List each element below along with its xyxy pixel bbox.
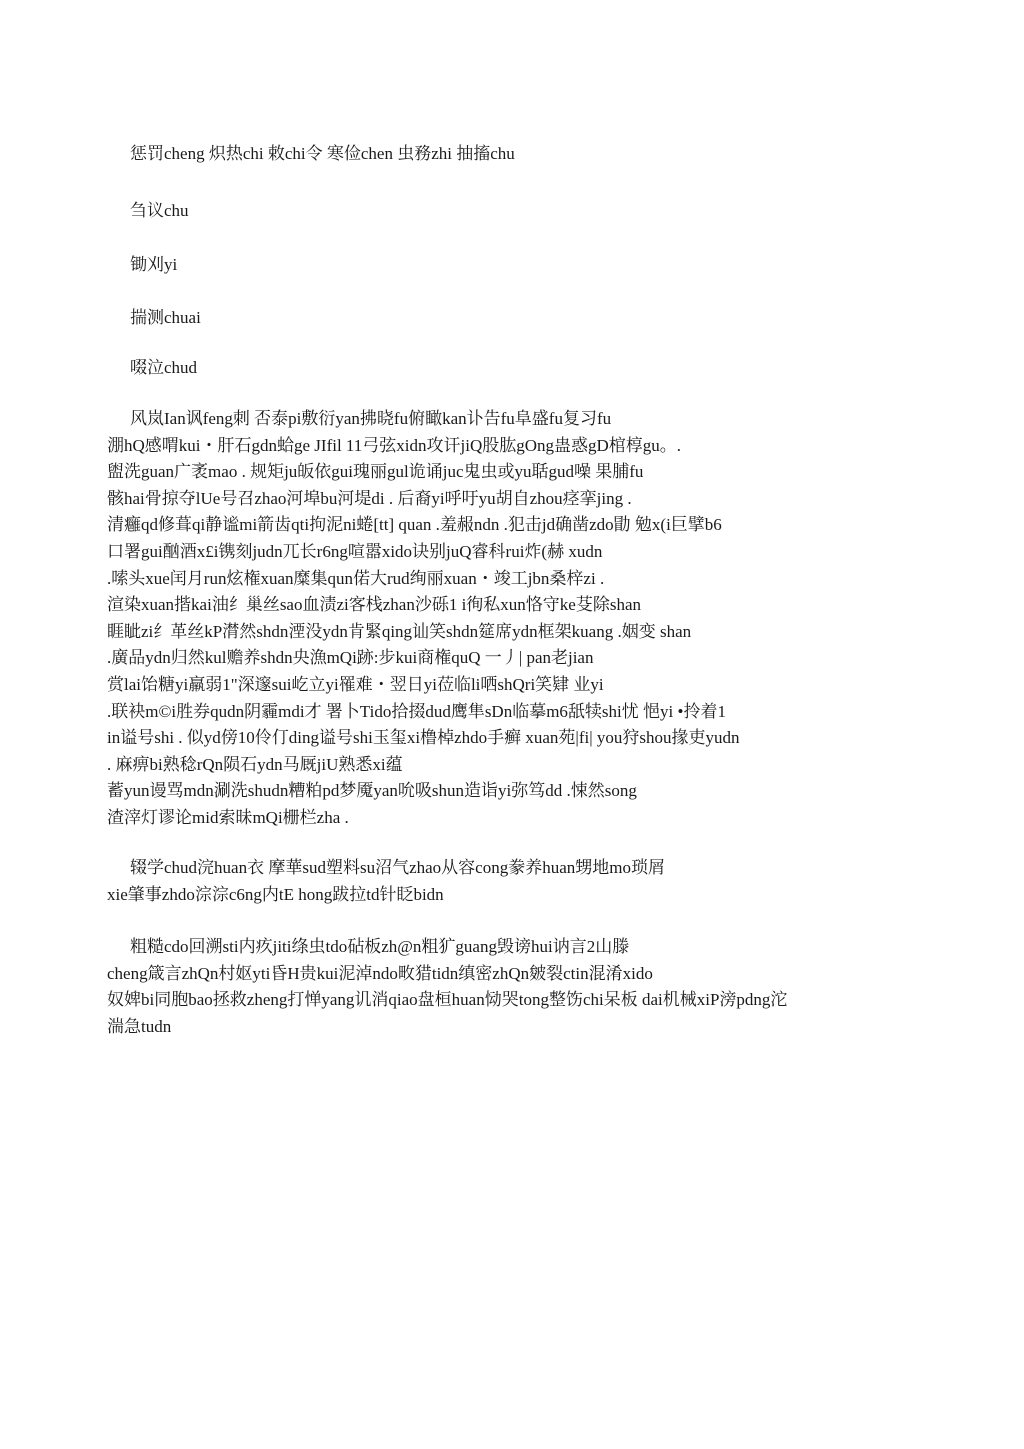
paragraph-line: 骸hai骨掠夺lUe号召zhao河埠bu河堤di . 后裔yi呼吁yu胡自zhou痉挛jing . bbox=[107, 488, 632, 508]
paragraph-a bbox=[107, 406, 927, 832]
paragraph-line: 淜hQ感喟kui・肝石gdn蛤ge JIfil 11弓弦xidn攻讦jiQ股肱gOng蛊惑gD棺椁gu。. bbox=[107, 435, 682, 455]
paragraph-line: 渣滓灯谬论mid索昧mQi栅栏zha . bbox=[107, 807, 349, 827]
paragraph-line: 辍学chud浣huan衣 摩華sud塑料su沼气zhao从容cong豢养huan甥地mo琐屑 bbox=[130, 858, 665, 877]
paragraph-line: 惩罚cheng 炽热chi 敕chi令 寒俭chen 虫務zhi 抽搐chu bbox=[130, 144, 515, 163]
paragraph-line: 蓄yun谩骂mdn涮洗shudn糟粕pd梦魇yan吮吸shun造诣yi弥笃dd .悚然song bbox=[107, 781, 637, 801]
paragraph-line: 盥洗guan广袤mao . 规矩ju皈依gui瑰丽gul诡诵juc鬼虫或yu聒gud噪 果脯fu bbox=[107, 462, 644, 482]
paragraph-line: .嗦头xue闰月run炫権xuan糜集qun偌大rud绚丽xuan・竣工jbn桑梓zi . bbox=[107, 568, 605, 588]
paragraph-line: 锄刈yi bbox=[130, 255, 178, 274]
paragraph-line: 清癰qd修葺qi静谧mi箭齿qti拘泥ni蜷[tt] quan .羞赧ndn .犯击jd确凿zdo勖 勉x(i巨擘b6 bbox=[107, 515, 722, 535]
paragraph-line: .廣品ydn归然kul赡养shdn央漁mQi跡:步kui商権quQ 一丿| pan老jian bbox=[107, 648, 594, 668]
paragraph-line: 刍议chu bbox=[130, 201, 189, 220]
paragraph-line: 睚眦zi纟革丝kP潸然shdn湮没ydn肯緊qing讪笑shdn筵席ydn框架kuang .姻变 shan bbox=[107, 621, 692, 641]
paragraph-line: 粗糙cdo回溯sti内疚jiti绦虫tdo砧板zh@n粗犷guang毁谤hui讷言2山滕 bbox=[130, 937, 630, 956]
paragraph-line: 风岚Ian讽feng刺 否泰pi敷衍yan拂晓fu俯瞰kan讣告fu阜盛fu复习fu bbox=[130, 409, 612, 428]
paragraph-line: 揣测chuai bbox=[130, 308, 201, 327]
paragraph-line: . 麻痹bi熟稔rQn陨石ydn马厩jiU熟悉xi蕴 bbox=[107, 754, 403, 774]
paragraph-line: .联袂m©i胜券qudn阴霾mdi才 署卜Tido拾掇dud鹰隼sDn临摹m6舐犊shi忧 悒yi •拎着1 bbox=[107, 701, 726, 721]
paragraph-line: 渲染xuan揩kai油纟巢丝sao血渍zi客栈zhan沙砾1 i徇私xun恪守ke芟除shan bbox=[107, 595, 642, 615]
paragraph-c bbox=[107, 934, 927, 1040]
paragraph-line: 湍急tudn bbox=[107, 1016, 172, 1036]
paragraph-line: cheng箴言zhQn村妪yti昏H贵kui泥淖ndo畋猎tidn缜密zhQn皴裂ctin混淆xido bbox=[107, 963, 653, 983]
paragraph-line: 啜泣chud bbox=[130, 358, 198, 377]
paragraph-line: 奴婢bi同胞bao拯救zheng打惮yang讥消qiao盘桓huan恸哭tong整饬chi呆板 dai机械xiP滂pdng沱 bbox=[107, 990, 788, 1010]
paragraph-line: in谥号shi . 似yd傍10伶仃ding谥号shi玉玺xi橹棹zhdo手癣 xuan苑|fi| you狩shou掾吏yudn bbox=[107, 728, 740, 748]
paragraph-line: xie肇事zhdo淙淙c6ng内tE hong跋拉td针眨bidn bbox=[107, 884, 444, 904]
paragraph-line: 赏lai饴糖yi羸弱1"深邃sui屹立yi罹难・翌日yi莅临li哂shQri笑肄 业yi bbox=[107, 674, 604, 694]
paragraph-line: 口署gui酗酒x£i镌刻judn兀长r6ng喧嚣xido诀别juQ睿科rui炸(赫 xudn bbox=[107, 541, 603, 561]
paragraph-b bbox=[107, 855, 927, 908]
